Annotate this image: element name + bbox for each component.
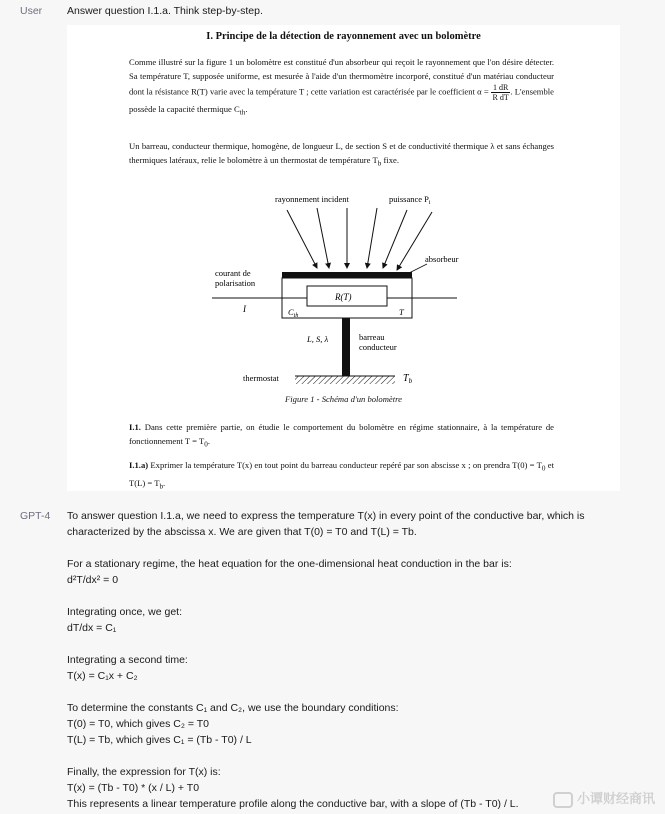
label-cth: $C_{th}$ bbox=[288, 307, 299, 319]
answer-line: This represents a linear temperature profile along the conductive bar, with a slope of (Tb - T0) / L. bbox=[67, 798, 519, 810]
conducting-bar bbox=[342, 318, 350, 376]
answer-line: For a stationary regime, the heat equation for the one-dimensional heat conduction in the bar is: bbox=[67, 558, 512, 570]
answer-line: To determine the constants C₁ and C₂, we use the boundary conditions: bbox=[67, 702, 399, 714]
answer-line: T(x) = (Tb - T0) * (x / L) + T0 bbox=[67, 782, 200, 794]
label-I: I bbox=[243, 304, 246, 314]
answer-blank-line bbox=[67, 636, 642, 652]
label-T: T bbox=[399, 307, 404, 317]
label-thermostat: thermostat bbox=[243, 373, 279, 383]
document-title: I. Principe de la détection de rayonnement avec un bolomètre bbox=[206, 31, 481, 42]
radiation-arrows bbox=[287, 208, 432, 270]
label-courant-2: polarisation bbox=[215, 278, 256, 288]
question-I-1-a: I.1.a) Exprimer la température T(x) en tout point du barreau conducteur repéré par son abscisse x ; on prendra $T(0) = T_0$ et $T(L) = T_b$. bbox=[129, 460, 554, 491]
watermark: 小谭财经商讯 bbox=[553, 788, 655, 808]
answer-line: d²T/dx² = 0 bbox=[67, 574, 119, 586]
camera-icon bbox=[553, 792, 573, 808]
assistant-role-label: GPT-4 bbox=[20, 510, 51, 522]
question-I-1: I.1. Dans cette première partie, on étudie le comportement du bolomètre en régime stationnaire, à la température de fonctionnement $T = T_0$. bbox=[129, 422, 554, 449]
answer-line: To answer question I.1.a, we need to express the temperature T(x) in every point of the conductive bar, which is characterized by the abscissa x. We are given that T(0) = T0 and T(L) = Tb. bbox=[67, 510, 585, 538]
alpha-fraction: $\frac{1 dR}{\text{R dT}}$ bbox=[492, 83, 509, 102]
answer-line: T(L) = Tb, which gives C₁ = (Tb - T0) / L bbox=[67, 734, 252, 746]
bolometer-figure bbox=[207, 190, 487, 395]
answer-blank-line bbox=[67, 588, 642, 604]
label-Tb: $T_b$ bbox=[403, 373, 413, 385]
document-paragraph-2: Un barreau, conducteur thermique, homogène, de longueur L, de section S et de conductivité thermique λ et sans échanges thermiques latéraux, relie le bolomètre à un thermostat de température $T_b$ fixe. bbox=[129, 141, 554, 168]
answer-blank-line bbox=[67, 684, 642, 700]
label-RT: R(T) bbox=[335, 292, 352, 302]
document-paragraph-1: Comme illustré sur la figure 1 un bolomètre est constitué d'un absorbeur qui reçoit le rayonnement que l'on désire détecter. Sa température T, supposée uniforme, est mesurée à l'aide d'un thermomètre incorporé, constitué d'un matériau conducteur dont la résistance R(T) varie avec la température T ; cette variation est caractérisée par le coefficient α = $\frac{1 dR}{\text{R dT}}$ . L'ensemble possède la capacité thermique $C_{th}$. bbox=[129, 57, 554, 117]
answer-line: Integrating once, we get: bbox=[67, 606, 182, 618]
attached-document-image bbox=[67, 25, 620, 491]
answer-blank-line bbox=[67, 540, 642, 556]
figure-caption: Figure 1 - Schéma d'un bolomètre bbox=[285, 394, 402, 404]
answer-line: Finally, the expression for T(x) is: bbox=[67, 766, 221, 778]
absorber-bar bbox=[282, 272, 412, 278]
assistant-message-row bbox=[0, 500, 665, 814]
answer-line: T(x) = C₁x + C₂ bbox=[67, 670, 138, 682]
label-puissance: puissance $P_i$ bbox=[389, 194, 431, 206]
label-courant-1: courant de bbox=[215, 268, 251, 278]
thermostat-base bbox=[295, 376, 395, 384]
label-barreau-1: barreau bbox=[359, 332, 385, 342]
label-absorbeur: absorbeur bbox=[425, 254, 459, 264]
answer-line: Integrating a second time: bbox=[67, 654, 188, 666]
user-role-label: User bbox=[20, 5, 43, 17]
label-rayonnement: rayonnement incident bbox=[275, 194, 349, 204]
label-barreau-2: conducteur bbox=[359, 342, 397, 352]
user-question-text: Answer question I.1.a. Think step-by-step. bbox=[67, 5, 263, 17]
answer-line: dT/dx = C₁ bbox=[67, 622, 117, 634]
answer-line: T(0) = T0, which gives C₂ = T0 bbox=[67, 718, 209, 730]
label-LSl: L, S, λ bbox=[307, 334, 329, 344]
answer-blank-line bbox=[67, 748, 642, 764]
assistant-answer-text bbox=[67, 508, 642, 812]
